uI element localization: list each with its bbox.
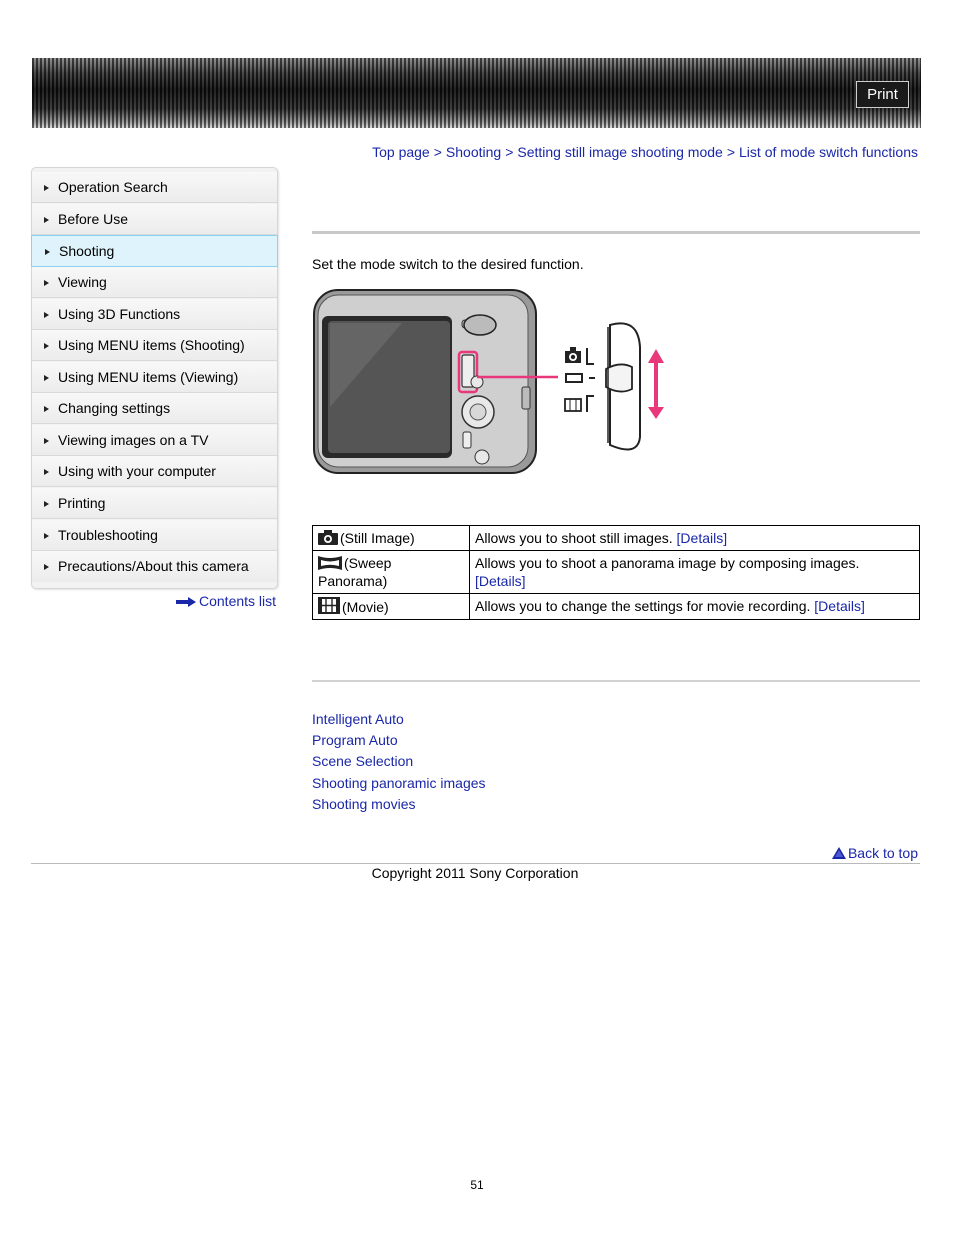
breadcrumb-shooting[interactable]: Shooting [445, 144, 502, 160]
print-button[interactable]: Print [856, 81, 909, 108]
breadcrumb-top-page[interactable]: Top page [372, 144, 430, 160]
sidebar-item-printing[interactable] [32, 488, 277, 519]
sidebar-nav [31, 167, 278, 589]
movie-icon [318, 597, 340, 614]
list-item [312, 732, 486, 753]
mode-description: Allows you to shoot still images. [475, 530, 673, 546]
triangle-right-icon [45, 249, 50, 255]
sidebar-item-label: Using 3D Functions [58, 306, 181, 322]
mode-description: Allows you to change the settings for movie recording. [475, 598, 811, 614]
list-item [312, 711, 486, 732]
sidebar-item-label: Using with your computer [58, 463, 216, 479]
sidebar-item-troubleshooting[interactable] [32, 520, 277, 551]
description-cell [470, 526, 920, 551]
sidebar-item-changing-settings[interactable] [32, 393, 277, 424]
breadcrumb-separator: > [726, 144, 736, 160]
mode-label: (Movie) [342, 599, 389, 615]
sidebar-item-label: Changing settings [58, 400, 171, 416]
related-link-scene-selection[interactable]: Scene Selection [312, 753, 414, 770]
sidebar-item-shooting[interactable] [31, 235, 278, 267]
list-item [312, 775, 486, 796]
mode-cell [313, 526, 470, 551]
breadcrumb-separator: > [505, 144, 514, 160]
sidebar-item-label: Troubleshooting [58, 527, 158, 543]
table-row [313, 526, 920, 551]
panorama-icon [318, 556, 342, 570]
related-link-intelligent-auto[interactable]: Intelligent Auto [312, 711, 404, 727]
triangle-right-icon [44, 375, 49, 381]
breadcrumb [372, 144, 918, 160]
triangle-right-icon [44, 280, 49, 286]
mode-label: (Still Image) [340, 530, 415, 546]
sidebar-item-viewing-on-tv[interactable] [32, 425, 277, 456]
list-item [312, 753, 486, 774]
sidebar-item-label: Shooting [59, 243, 115, 259]
breadcrumb-list-of-mode-switch[interactable]: List of mode switch functions [739, 144, 918, 160]
triangle-right-icon [44, 501, 49, 507]
mode-cell [313, 551, 470, 594]
triangle-right-icon [44, 469, 49, 475]
related-link-panoramic-images[interactable]: Shooting panoramic images [312, 774, 486, 791]
triangle-right-icon [44, 406, 49, 412]
sidebar-item-precautions[interactable] [32, 551, 277, 582]
related-link-shooting-movies[interactable]: Shooting movies [312, 795, 416, 812]
sidebar-item-label: Using MENU items (Shooting) [58, 337, 245, 353]
related-link-program-auto[interactable]: Program Auto [312, 732, 398, 749]
triangle-right-icon [44, 533, 49, 539]
contents-list-label: Contents list [199, 593, 277, 609]
mode-switch-table [312, 525, 920, 620]
sidebar-item-computer[interactable] [32, 456, 277, 487]
related-divider [312, 680, 920, 682]
mode-description: Allows you to shoot a panorama image by composing images. [475, 555, 860, 571]
sidebar-item-menu-viewing[interactable] [32, 362, 277, 393]
header-bar [32, 58, 921, 128]
sidebar-item-3d-functions[interactable] [32, 299, 277, 330]
intro-text: Set the mode switch to the desired function. [312, 256, 584, 272]
contents-list-link[interactable] [176, 593, 276, 609]
sidebar-item-operation-search[interactable] [32, 172, 277, 203]
details-link[interactable]: [Details] [475, 573, 526, 589]
details-link[interactable]: [Details] [814, 598, 865, 614]
back-to-top-label: Back to top [847, 845, 918, 861]
related-links-list [312, 711, 486, 817]
triangle-right-icon [44, 312, 49, 318]
list-item [312, 796, 486, 817]
sidebar-item-label: Viewing [58, 274, 107, 290]
triangle-right-icon [44, 185, 49, 191]
page-number: 51 [470, 1178, 484, 1192]
camera-icon [318, 530, 338, 545]
mode-label: (Sweep Panorama) [318, 555, 392, 589]
description-cell [470, 551, 920, 594]
triangle-right-icon [44, 217, 49, 223]
sidebar-item-label: Precautions/About this camera [58, 558, 249, 574]
triangle-right-icon [44, 564, 49, 570]
sidebar-item-before-use[interactable] [32, 204, 277, 235]
back-to-top-link[interactable] [832, 845, 918, 861]
sidebar-item-label: Operation Search [58, 179, 168, 195]
table-row [313, 551, 920, 594]
sidebar-item-label: Printing [58, 495, 106, 511]
details-link[interactable]: [Details] [676, 530, 728, 546]
arrow-right-icon [176, 597, 196, 607]
sidebar-item-label: Using MENU items (Viewing) [58, 369, 239, 385]
copyright-text: Copyright 2011 Sony Corporation [371, 865, 579, 881]
description-cell [470, 594, 920, 620]
sidebar-item-viewing[interactable] [32, 267, 277, 298]
sidebar-item-label: Before Use [58, 211, 129, 227]
sidebar-item-menu-shooting[interactable] [32, 330, 277, 361]
footer-divider [31, 863, 920, 864]
breadcrumb-setting-still-image[interactable]: Setting still image shooting mode [517, 144, 723, 160]
table-row [313, 594, 920, 620]
sidebar-item-label: Viewing images on a TV [58, 432, 209, 448]
mode-cell [313, 594, 470, 620]
camera-mode-switch-illustration [312, 287, 667, 477]
triangle-right-icon [44, 438, 49, 444]
triangle-up-icon [832, 847, 846, 859]
breadcrumb-separator: > [433, 144, 442, 160]
triangle-right-icon [44, 343, 49, 349]
title-divider [312, 231, 920, 234]
